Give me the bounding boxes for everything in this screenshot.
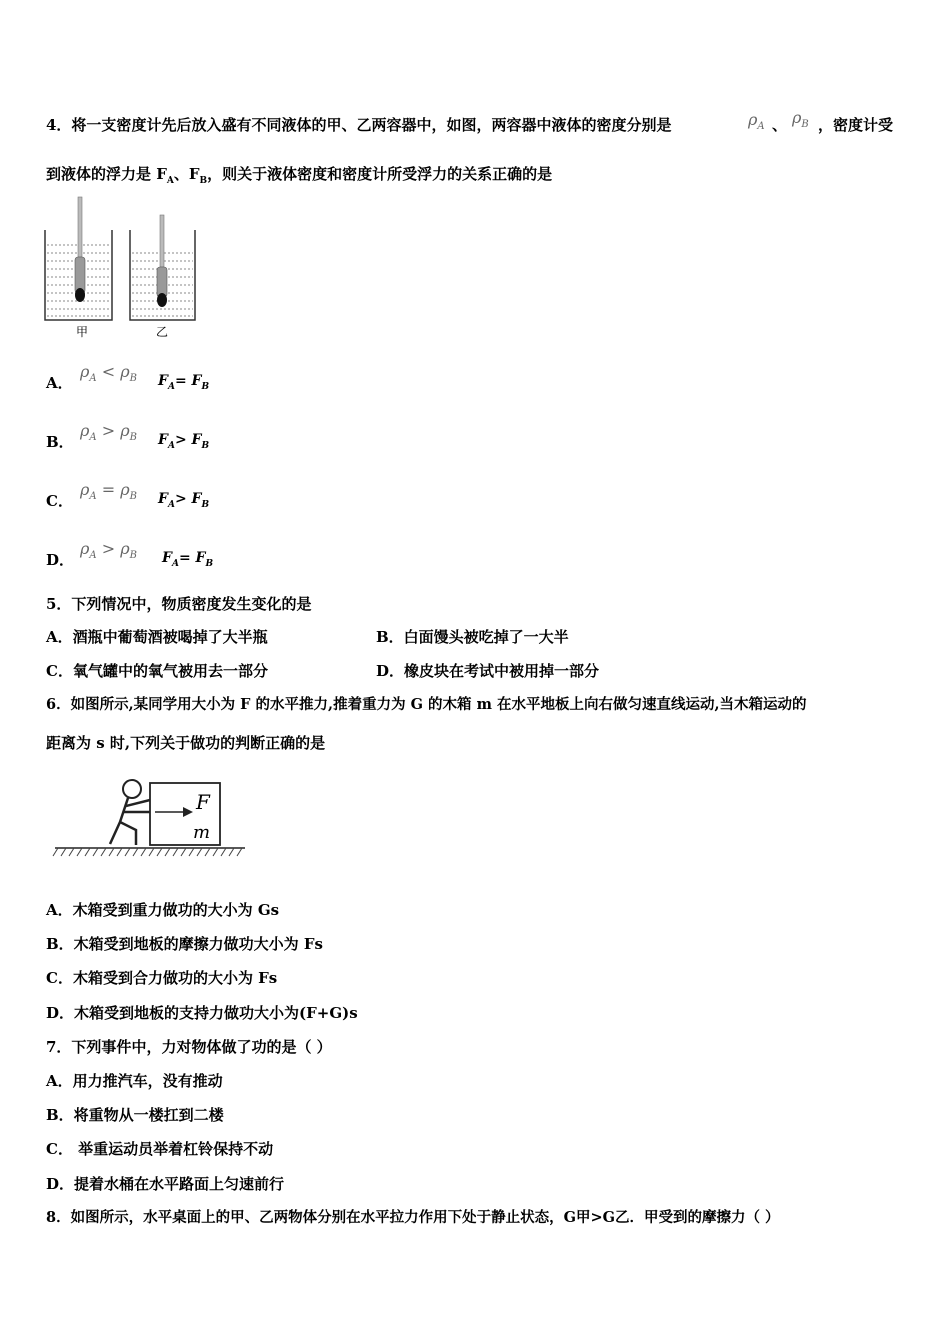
q4-separator: 、 <box>772 116 788 134</box>
force-relation: $F_A> F_B$ <box>158 491 210 510</box>
q7-stem: 7．下列事件中，力对物体做了功的是（ ） <box>46 1038 332 1056</box>
density-relation: $\rho_A > \rho_B$ <box>80 421 137 444</box>
q6-option-a: A．木箱受到重力做功的大小为 Gs <box>46 901 280 919</box>
q4-line1-end: ，密度计受 <box>818 116 894 134</box>
q4-line2: 到液体的浮力是 $F_A$、$F_B$，则关于液体密度和密度计所受浮力的关系正确的是 <box>46 165 553 186</box>
q5-option-b: B．白面馒头被吃掉了一大半 <box>376 628 569 646</box>
hydrometer-figure <box>40 195 210 345</box>
q5-option-a: A．酒瓶中葡萄酒被喝掉了大半瓶 <box>46 628 268 646</box>
mass-m-label: m <box>193 822 211 843</box>
q6-option-c: C．木箱受到合力做功的大小为 Fs <box>46 969 278 987</box>
q5-stem: 5．下列情况中，物质密度发生变化的是 <box>46 595 312 613</box>
force-f-label: F <box>196 790 210 814</box>
q7-option-d: D．提着水桶在水平路面上匀速前行 <box>46 1175 285 1193</box>
label-yi: 乙 <box>156 325 169 339</box>
push-box-figure <box>50 770 250 862</box>
rho-a-symbol: $\rho_A$ <box>748 110 765 133</box>
force-relation: $F_A> F_B$ <box>158 432 210 451</box>
q7-option-c: C． 举重运动员举着杠铃保持不动 <box>46 1140 274 1158</box>
q5-option-c: C．氧气罐中的氧气被用去一部分 <box>46 662 268 680</box>
density-relation: $\rho_A < \rho_B$ <box>80 362 137 385</box>
q5-option-d: D．橡皮块在考试中被用掉一部分 <box>376 662 600 680</box>
q8-stem: 8．如图所示，水平桌面上的甲、乙两物体分别在水平拉力作用下处于静止状态，G甲>G乙．甲受到的摩擦力（ ） <box>46 1209 780 1226</box>
q6-option-b: B．木箱受到地板的摩擦力做功大小为 Fs <box>46 935 323 953</box>
q6-option-d: D．木箱受到地板的支持力做功大小为(F+G)s <box>46 1004 358 1022</box>
rho-b-symbol: $\rho_B$ <box>792 108 809 131</box>
density-relation: $\rho_A > \rho_B$ <box>80 539 137 562</box>
force-relation: $F_A= F_B$ <box>158 373 210 392</box>
container-yi <box>130 215 195 320</box>
q7-option-b: B．将重物从一楼扛到二楼 <box>46 1106 224 1124</box>
container-jia <box>45 197 112 320</box>
density-relation: $\rho_A = \rho_B$ <box>80 480 137 503</box>
q4-line1: 4．将一支密度计先后放入盛有不同液体的甲、乙两容器中，如图，两容器中液体的密度分别是 <box>46 116 672 134</box>
q6-line1: 6．如图所示,某同学用大小为 F 的水平推力,推着重力为 G 的木箱 m 在水平地板上向右做匀速直线运动,当木箱运动的 <box>46 696 807 713</box>
q6-line2: 距离为 s 时,下列关于做功的判断正确的是 <box>46 734 326 752</box>
label-jia: 甲 <box>76 325 89 339</box>
q7-option-a: A．用力推汽车，没有推动 <box>46 1072 223 1090</box>
force-relation: $F_A= F_B$ <box>162 550 214 569</box>
